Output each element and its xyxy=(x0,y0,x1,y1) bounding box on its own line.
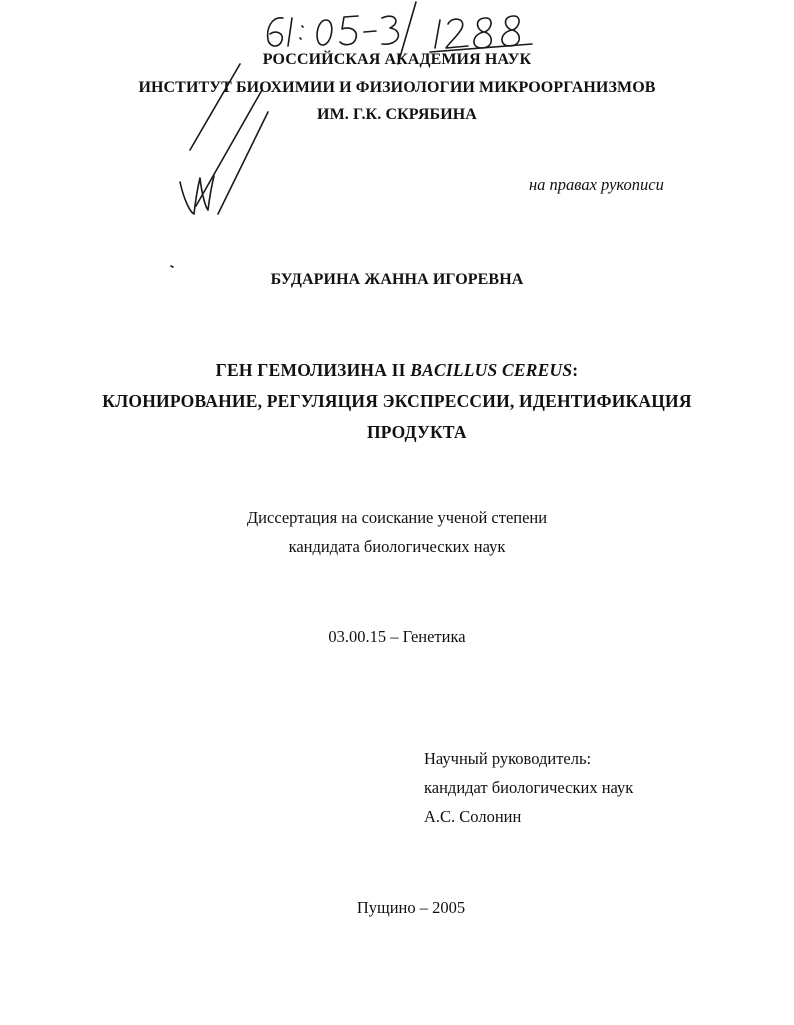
title-colon: : xyxy=(572,360,579,380)
manuscript-rights-note: на правах рукописи xyxy=(529,175,664,194)
thesis-title-line-2: КЛОНИРОВАНИЕ, РЕГУЛЯЦИЯ ЭКСПРЕССИИ, ИДЕНТИФИКАЦИЯ xyxy=(102,391,692,411)
supervisor-rank: кандидат биологических наук xyxy=(424,778,634,797)
institute-name: ИНСТИТУТ БИОХИМИИ И ФИЗИОЛОГИИ МИКРООРГАНИЗМОВ xyxy=(138,79,656,96)
degree-line-2: кандидата биологических наук xyxy=(288,537,506,556)
specialty-code: 03.00.15 – Генетика xyxy=(328,627,466,646)
title-prefix: ГЕН ГЕМОЛИЗИНА II xyxy=(215,360,411,380)
handwritten-signature xyxy=(0,0,794,300)
degree-line-1: Диссертация на соискание ученой степени xyxy=(246,508,548,527)
supervisor-label: Научный руководитель: xyxy=(424,749,592,768)
supervisor-name: А.С. Солонин xyxy=(424,807,522,826)
thesis-title-line-1 xyxy=(0,362,794,380)
place-and-year: Пущино – 2005 xyxy=(356,898,466,917)
thesis-title-line-3: ПРОДУКТА xyxy=(367,422,467,442)
title-species: BACILLUS CEREUS xyxy=(410,360,573,380)
institute-namesake: ИМ. Г.К. СКРЯБИНА xyxy=(317,106,477,123)
academy-name: РОССИЙСКАЯ АКАДЕМИЯ НАУК xyxy=(262,51,532,68)
author-name: БУДАРИНА ЖАННА ИГОРЕВНА xyxy=(270,271,524,288)
